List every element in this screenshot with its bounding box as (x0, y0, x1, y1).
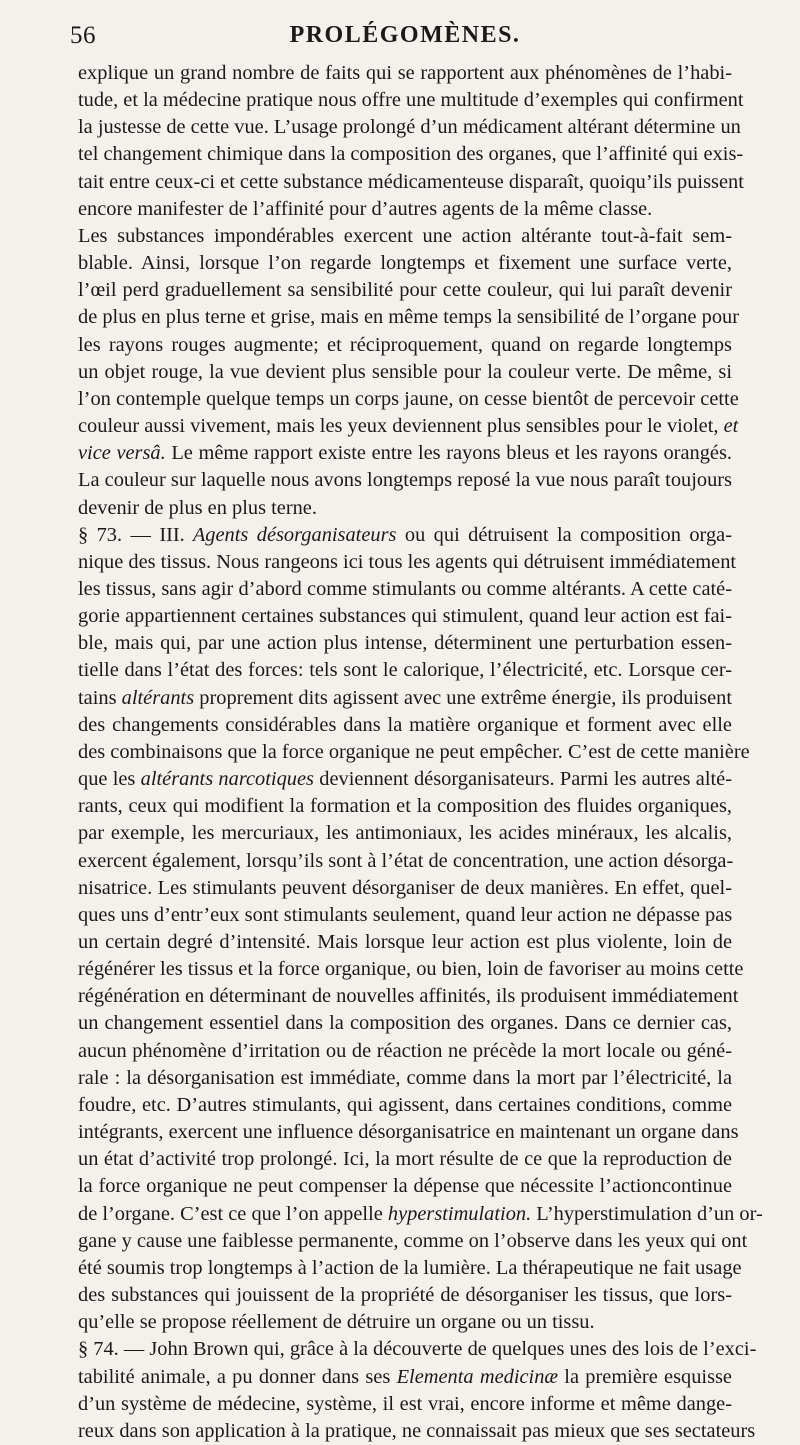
text-line: régénérer les tissus et la force organique, ou bien, loin de favoriser au moins cette (78, 958, 744, 981)
text-line: l’on contemple quelque temps un corps jaune, on cesse bientôt de percevoir cette (78, 387, 739, 410)
text-line: explique un grand nombre de faits qui se rapportent aux phénomènes de l’habi- (78, 62, 732, 84)
text-line: foudre, etc. D’autres stimulants, qui agissent, dans certaines conditions, comme (78, 1093, 732, 1116)
text-line: la justesse de cette vue. L’usage prolongé d’un médicament altérant détermine un (78, 116, 741, 139)
text-line: rants, ceux qui modifient la formation et la composition des fluides organiques, (78, 795, 732, 818)
text-line: un état d’activité trop prolongé. Ici, la mort résulte de ce que la reproduction de (78, 1148, 732, 1171)
text-line: des changements considérables dans la matière organique et forment avec elle (78, 713, 732, 736)
text-line: tait entre ceux-ci et cette substance médicamenteuse disparaît, quoiqu’ils puissent (78, 170, 744, 193)
text-line: tains altérants proprement dits agissent avec une extrême énergie, ils produisent (78, 686, 732, 709)
page-number: 56 (70, 22, 96, 49)
text-line: devenir de plus en plus terne. (78, 496, 317, 519)
text-line: tielle dans l’état des forces: tels sont le calorique, l’électricité, etc. Lorsque cer- (78, 659, 732, 682)
text-line: ques uns d’entr’eux sont stimulants seulement, quand leur action ne dépasse pas (78, 903, 733, 926)
text-line: de plus en plus terne et grise, mais en même temps la sensibilité de l’organe pour (78, 306, 740, 329)
text-line: exercent également, lorsqu’ils sont à l’état de concentration, une action désorga- (78, 849, 734, 872)
body-text (78, 60, 763, 1445)
text-line: des substances qui jouissent de la propriété de désorganiser les tissus, que lors- (78, 1284, 732, 1307)
text-line: de l’organe. C’est ce que l’on appelle hyperstimulation. L’hyperstimulation d’un or- (78, 1202, 763, 1225)
text-line: des combinaisons que la force organique ne peut empêcher. C’est de cette manière (78, 740, 750, 763)
text-line: nique des tissus. Nous rangeons ici tous les agents qui détruisent immédiatement (78, 550, 737, 573)
text-line: § 74. — John Brown qui, grâce à la découverte de quelques unes des lois de l’exci- (78, 1338, 757, 1361)
text-line: la force organique ne peut compenser la dépense que nécessite l’actioncontinue (78, 1175, 732, 1198)
text-line: que les altérants narcotiques deviennent désorganisateurs. Parmi les autres alté- (78, 768, 732, 791)
text-line: tabilité animale, a pu donner dans ses Elementa medicinæ la première esquisse (78, 1365, 732, 1388)
text-line: gane y cause une faiblesse permanente, comme on l’observe dans les yeux qui ont (78, 1229, 748, 1252)
text-line: couleur aussi vivement, mais les yeux deviennent plus sensibles pour le violet, et (78, 415, 739, 438)
text-line: vice versâ. Le même rapport existe entre les rayons bleus et les rayons orangés. (78, 442, 732, 465)
running-title: PROLÉGOMÈNES. (289, 22, 521, 48)
text-line: nisatrice. Les stimulants peuvent désorganiser de deux manières. En effet, quel- (78, 876, 732, 899)
text-line: intégrants, exercent une influence désorganisatrice en maintenant un organe dans (78, 1121, 739, 1144)
text-line: un objet rouge, la vue devient plus sensible pour la couleur verte. De même, si (78, 360, 732, 383)
text-line: § 73. — III. Agents désorganisateurs ou qui détruisent la composition orga- (78, 523, 732, 546)
text-line: tel changement chimique dans la composition des organes, que l’affinité qui exis- (78, 143, 744, 166)
text-line: par exemple, les mercuriaux, les antimoniaux, les acides minéraux, les alcalis, (78, 822, 732, 845)
text-line: qu’elle se propose réellement de détruire un organe ou un tissu. (78, 1311, 595, 1334)
text-line: été soumis trop longtemps à l’action de la lumière. La thérapeutique ne fait usage (78, 1256, 742, 1279)
text-line: d’un système de médecine, système, il est vrai, encore informe et même dange- (78, 1392, 732, 1415)
text-line: les rayons rouges augmente; et réciproquement, quand on regarde longtemps (78, 333, 732, 356)
text-line: un changement essentiel dans la composition des organes. Dans ce dernier cas, (78, 1012, 732, 1035)
text-line: un certain degré d’intensité. Mais lorsque leur action est plus violente, loin de (78, 931, 732, 953)
text-line: tude, et la médecine pratique nous offre une multitude d’exemples qui confirment (78, 89, 744, 112)
text-line: gorie appartiennent certaines substances qui stimulent, quand leur action est fai- (78, 605, 732, 628)
text-line: rale : la désorganisation est immédiate, comme dans la mort par l’électricité, la (78, 1066, 732, 1089)
text-line: La couleur sur laquelle nous avons longtemps reposé la vue nous paraît toujours (78, 469, 732, 492)
text-line: l’œil perd graduellement sa sensibilité pour cette couleur, qui lui paraît devenir (78, 279, 732, 302)
text-line: les tissus, sans agir d’abord comme stimulants ou comme altérants. A cette caté- (78, 577, 732, 600)
running-head (70, 22, 732, 58)
text-line: régénération en déterminant de nouvelles affinités, ils produisent immédiatement (78, 985, 739, 1008)
text-line: reux dans son application à la pratique, ne connaissait pas mieux que ses sectateurs (78, 1419, 756, 1442)
text-line: Les substances impondérables exercent une action altérante tout-à-fait sem- (78, 224, 732, 247)
text-line: blable. Ainsi, lorsque l’on regarde longtemps et fixement une surface verte, (78, 252, 732, 275)
text-line: encore manifester de l’affinité pour d’autres agents de la même classe. (78, 197, 653, 220)
text-line: aucun phénomène d’irritation ou de réaction ne précède la mort locale ou géné- (78, 1039, 732, 1062)
text-line: ble, mais qui, par une action plus intense, déterminent une perturbation essen- (78, 632, 732, 655)
